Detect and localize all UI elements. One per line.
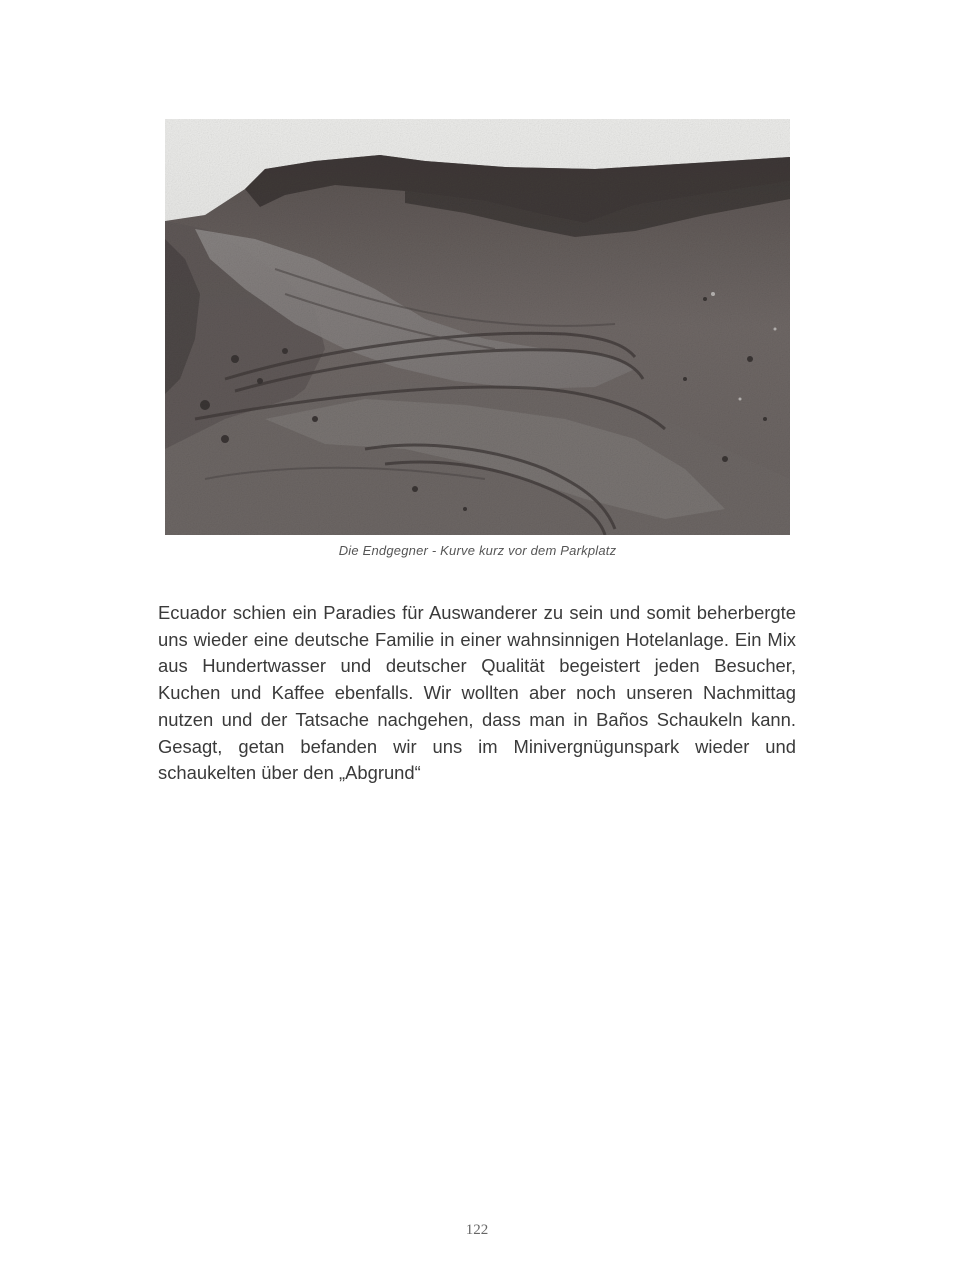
figure-caption: Die Endgegner - Kurve kurz vor dem Parkplatz bbox=[338, 543, 617, 558]
volcanic-slope-photo bbox=[165, 119, 790, 535]
page-number: 122 bbox=[465, 1222, 489, 1238]
body-paragraph: Ecuador schien ein Paradies für Auswanderer zu sein und somit beherbergte uns wieder eine deutsche Familie in einer wahnsinnigen Hotelanlage. Ein Mix aus Hundertwasser und deutscher Qualität begeistert jeden Besucher, Kuchen und Kaffee ebenfalls. Wir wollten aber noch unseren Nachmittag nutzen und der Tatsache nachgehen, dass man in Baños Schaukeln kann. Gesagt, getan befanden wir uns im Minivergnügunspark wieder und schaukelten über den „Abgrund“ bbox=[158, 602, 796, 784]
